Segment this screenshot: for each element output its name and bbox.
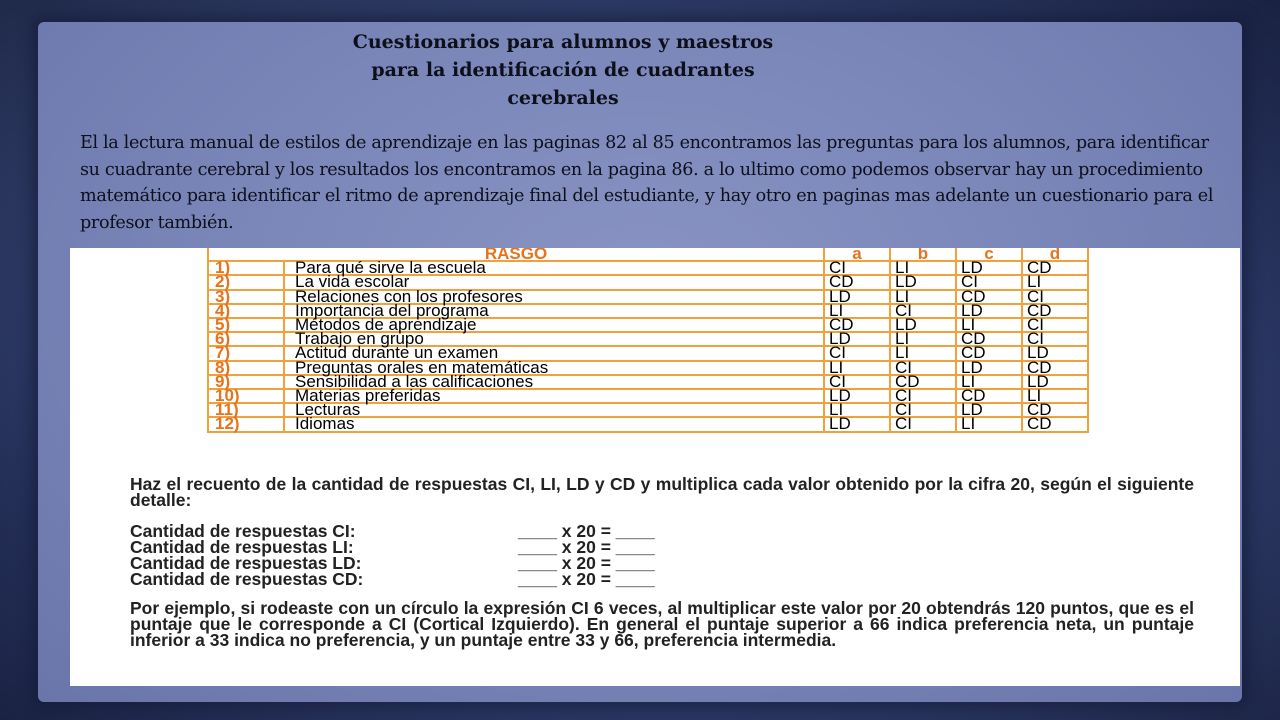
calc-expression: ____ x 20 = ____ [518,537,655,557]
questionnaire-image [70,248,1240,686]
row-option-b: LI [890,332,956,346]
slide-title: Cuestionarios para alumnos y maestros para la identificación de cuadrantes cerebrales [352,31,774,109]
row-option-b: CI [890,403,956,417]
row-number: 5) [208,318,284,332]
row-option-b: LI [890,261,956,275]
row-option-a: CI [824,261,890,275]
row-number: 2) [208,275,284,289]
header-c: c [956,248,1022,261]
row-option-a: LD [824,290,890,304]
row-number: 10) [208,389,284,403]
calc-line [130,571,1194,587]
row-option-c: LI [956,417,1022,431]
row-option-a: CI [824,375,890,389]
row-trait: Trabajo en grupo [284,332,824,346]
row-option-b: CI [890,304,956,318]
row-option-d: CD [1022,361,1088,375]
row-option-d: LI [1022,389,1088,403]
row-option-b: CD [890,375,956,389]
row-number: 3) [208,290,284,304]
row-option-d: CD [1022,417,1088,431]
row-trait: Lecturas [284,403,824,417]
row-trait: Actitud durante un examen [284,346,824,360]
header-rasgo: RASGO [208,248,824,261]
row-number: 4) [208,304,284,318]
row-number: 9) [208,375,284,389]
calc-expression: ____ x 20 = ____ [518,553,655,573]
calc-label: Cantidad de respuestas CD: [130,569,364,589]
row-option-d: LD [1022,375,1088,389]
calc-lines [130,523,1194,587]
row-option-d: CD [1022,403,1088,417]
row-option-c: LD [956,304,1022,318]
header-d: d [1022,248,1088,261]
row-option-b: CI [890,389,956,403]
calc-label: Cantidad de respuestas LI: [130,537,354,557]
row-option-b: LD [890,318,956,332]
row-option-a: CD [824,318,890,332]
row-option-c: CD [956,346,1022,360]
row-option-c: CD [956,389,1022,403]
table-row [208,417,1088,431]
row-number: 11) [208,403,284,417]
row-option-b: CI [890,361,956,375]
row-option-c: LI [956,375,1022,389]
row-option-a: LI [824,361,890,375]
row-option-a: LI [824,403,890,417]
row-trait: Idiomas [284,417,824,431]
row-trait: Preguntas orales en matemáticas [284,361,824,375]
row-option-c: LD [956,403,1022,417]
slide-body-text: El la lectura manual de estilos de aprendizaje en las paginas 82 al 85 encontramos las preguntas para los alumnos, para identificar su cuadrante cerebral y los resultados los encontramos en la pagina 86. a lo ultimo como podemos observar hay un procedimiento matemático para identificar el ritmo de aprendizaje final del estudiante, y hay otro en paginas mas adelante un cuestionario para el profesor también. [80,133,1214,233]
row-option-b: CI [890,417,956,431]
row-option-c: LD [956,361,1022,375]
row-trait: La vida escolar [284,275,824,289]
row-option-d: CI [1022,290,1088,304]
row-option-a: LD [824,332,890,346]
row-number: 1) [208,261,284,275]
row-option-d: CD [1022,261,1088,275]
row-option-a: CD [824,275,890,289]
row-trait: Materias preferidas [284,389,824,403]
row-number: 6) [208,332,284,346]
row-number: 8) [208,361,284,375]
row-number: 12) [208,417,284,431]
calc-expression: ____ x 20 = ____ [518,521,655,541]
row-option-b: LI [890,346,956,360]
instructions-intro: Haz el recuento de la cantidad de respuestas CI, LI, LD y CD y multiplica cada valor obtenido por la cifra 20, según el siguiente detalle: [130,474,1194,510]
row-option-b: LD [890,275,956,289]
row-number: 7) [208,346,284,360]
header-b: b [890,248,956,261]
row-option-a: CI [824,346,890,360]
row-option-a: LD [824,417,890,431]
row-option-d: CD [1022,304,1088,318]
row-trait: Importancia del programa [284,304,824,318]
row-trait: Relaciones con los profesores [284,290,824,304]
row-option-c: LD [956,261,1022,275]
rasgo-table [207,248,1089,433]
row-trait: Sensibilidad a las calificaciones [284,375,824,389]
row-option-d: CI [1022,332,1088,346]
row-option-a: LI [824,304,890,318]
row-option-d: LD [1022,346,1088,360]
calc-expression: ____ x 20 = ____ [518,569,655,589]
row-option-d: LI [1022,275,1088,289]
row-option-d: CI [1022,318,1088,332]
row-option-c: CI [956,275,1022,289]
row-option-c: LI [956,318,1022,332]
row-option-c: CD [956,332,1022,346]
calc-label: Cantidad de respuestas LD: [130,553,362,573]
row-trait: Métodos de aprendizaje [284,318,824,332]
calc-label: Cantidad de respuestas CI: [130,521,356,541]
header-a: a [824,248,890,261]
row-option-a: LD [824,389,890,403]
row-trait: Para qué sirve la escuela [284,261,824,275]
row-option-b: LI [890,290,956,304]
row-option-c: CD [956,290,1022,304]
instructions-example: Por ejemplo, si rodeaste con un círculo la expresión CI 6 veces, al multiplicar este valor por 20 obtendrás 120 puntos, que es el puntaje que le corresponde a CI (Cortical Izquierdo). En general el puntaje superior a 66 indica preferencia neta, un puntaje inferior a 33 indica no preferencia, y un puntaje entre 33 y 66, preferencia intermedia. [130,598,1194,650]
